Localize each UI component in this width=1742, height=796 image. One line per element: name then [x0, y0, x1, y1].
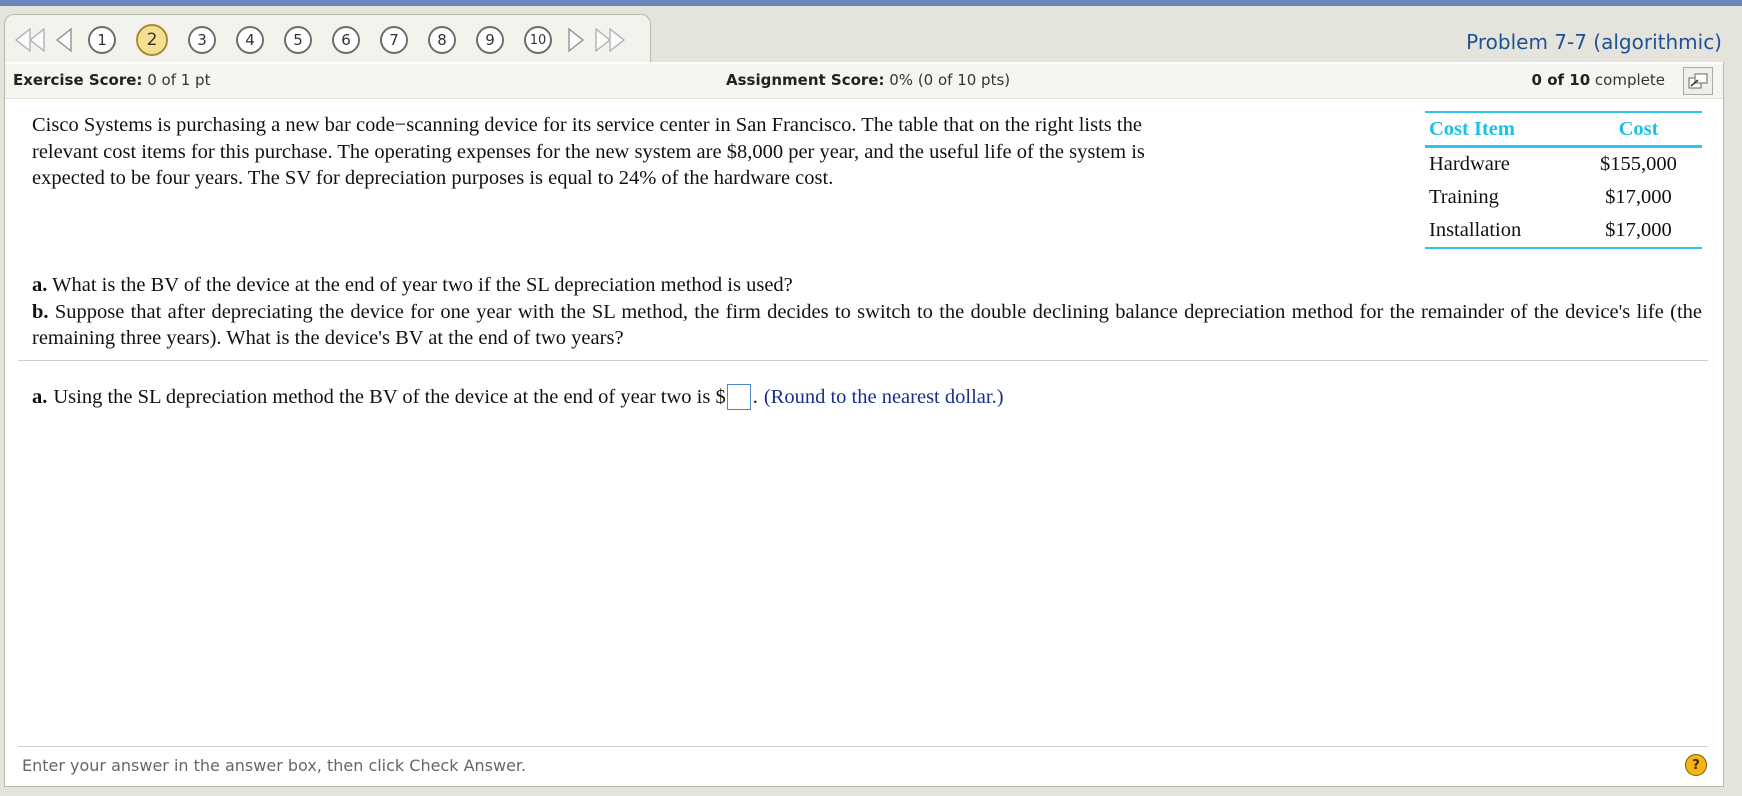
- question-list: [32, 272, 1702, 352]
- question-6-button[interactable]: 6: [332, 26, 360, 54]
- question-a: [32, 272, 1702, 299]
- problem-statement: Cisco Systems is purchasing a new bar code−scanning device for its service center in San Francisco. The table that on the right lists the relevant cost items for this purchase. The operating expenses for the new system are $8,000 per year, and the useful life of the system is expected to be four years. The SV for depreciation purposes is equal to 24% of the hardware cost.: [32, 114, 1145, 189]
- cost-cell: $155,000: [1600, 153, 1677, 175]
- exercise-score: [13, 71, 210, 89]
- question-navigation: [10, 22, 630, 58]
- cost-cell: $17,000: [1605, 186, 1672, 208]
- question-b: [32, 299, 1702, 352]
- answer-line: [32, 384, 1004, 410]
- completion-count: 0 of 10: [1531, 71, 1591, 89]
- question-1-button[interactable]: 1: [88, 26, 116, 54]
- question-7-button[interactable]: 7: [380, 26, 408, 54]
- exercise-score-value: 0 of 1 pt: [147, 71, 211, 89]
- footer-divider: [18, 746, 1708, 747]
- table-row: [1425, 214, 1702, 248]
- question-divider: [18, 360, 1708, 361]
- table-row: [1425, 181, 1702, 214]
- previous-question-icon[interactable]: [50, 22, 78, 58]
- assignment-score: [726, 71, 1010, 89]
- answer-prefix: Using the SL depreciation method the BV of the device at the end of year two is $: [53, 385, 726, 408]
- cost-item-cell: Training: [1429, 186, 1499, 208]
- question-a-text: What is the BV of the device at the end of year two if the SL depreciation method is used?: [52, 274, 793, 296]
- rounding-hint: (Round to the nearest dollar.): [763, 385, 1004, 408]
- first-question-icon[interactable]: [10, 22, 50, 58]
- question-4-button[interactable]: 4: [236, 26, 264, 54]
- answer-label: a.: [32, 385, 48, 408]
- cost-item-header: Cost Item: [1425, 112, 1575, 147]
- cost-item-cell: Hardware: [1429, 153, 1510, 175]
- assignment-score-label: Assignment Score:: [726, 71, 885, 89]
- question-9-button[interactable]: 9: [476, 26, 504, 54]
- popout-window-icon[interactable]: [1683, 67, 1713, 95]
- cost-table-header: [1425, 112, 1702, 147]
- question-8-button[interactable]: 8: [428, 26, 456, 54]
- question-a-label: a.: [32, 274, 48, 296]
- question-b-text: Suppose that after depreciating the device for one year with the SL method, the firm decides to switch to the double declining balance depreciation method for the remainder of the device's life (the remaining three years). What is the device's BV at the end of two years?: [32, 300, 1703, 349]
- exercise-score-label: Exercise Score:: [13, 71, 143, 89]
- completion-label: complete: [1594, 71, 1665, 89]
- cost-cell: $17,000: [1575, 214, 1702, 248]
- answer-input[interactable]: [727, 384, 751, 410]
- window-top-bar: [0, 0, 1742, 6]
- cost-table: [1425, 111, 1702, 249]
- score-bar: [5, 64, 1723, 99]
- question-10-button[interactable]: 10: [524, 26, 552, 54]
- assignment-score-value: 0% (0 of 10 pts): [889, 71, 1011, 89]
- cost-header: Cost: [1575, 112, 1702, 147]
- answer-suffix: .: [752, 385, 758, 408]
- question-b-label: b.: [32, 300, 49, 323]
- problem-title: Problem 7-7 (algorithmic): [1466, 30, 1722, 54]
- completion-status: [1532, 71, 1665, 89]
- footer-instruction: Enter your answer in the answer box, then click Check Answer.: [22, 756, 527, 775]
- last-question-icon[interactable]: [590, 22, 630, 58]
- question-3-button[interactable]: 3: [188, 26, 216, 54]
- question-2-button[interactable]: 2: [136, 24, 168, 56]
- question-5-button[interactable]: 5: [284, 26, 312, 54]
- cost-item-cell: Installation: [1425, 214, 1575, 248]
- next-question-icon[interactable]: [562, 22, 590, 58]
- table-row: [1425, 147, 1702, 182]
- help-icon[interactable]: ?: [1685, 754, 1707, 776]
